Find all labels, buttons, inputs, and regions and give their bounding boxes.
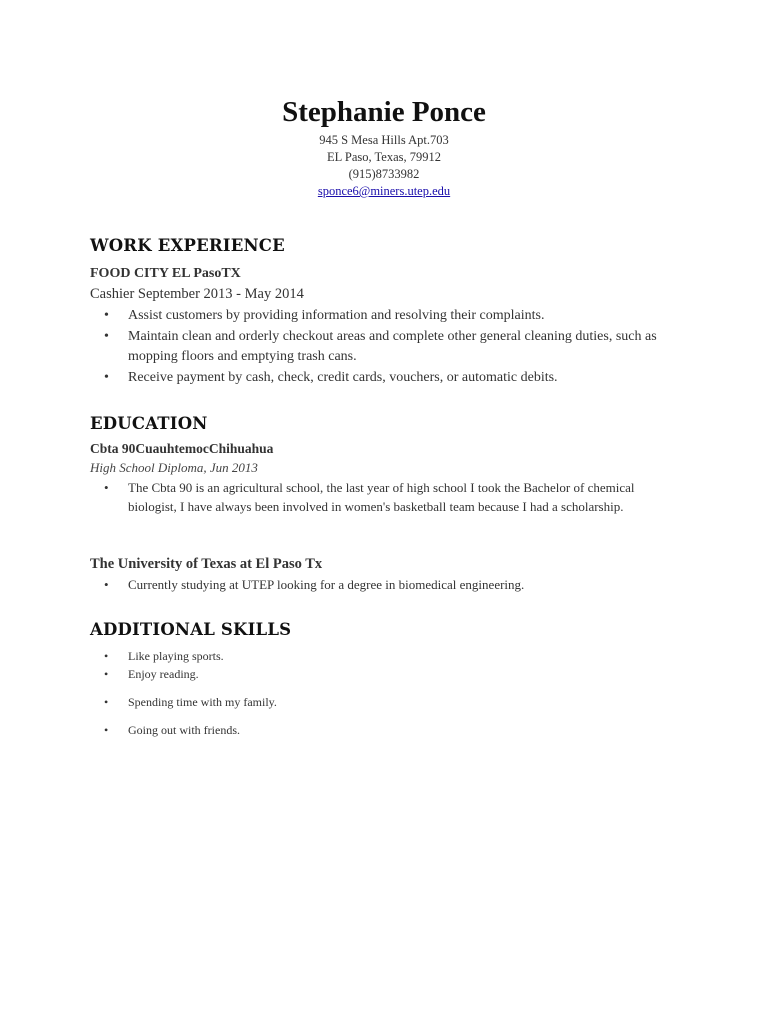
education-heading: EDUCATION	[90, 414, 208, 433]
university-name: The University of Texas at El Paso Tx	[90, 556, 323, 572]
phone-number: (915)8733982	[348, 167, 420, 181]
job-role-dates: Cashier September 2013 - May 2014	[90, 286, 304, 302]
candidate-name: Stephanie Ponce	[282, 96, 486, 128]
university-description-list	[90, 575, 660, 594]
additional-skills-heading: ADDITIONAL SKILLS	[90, 620, 292, 639]
list-item: • Assist customers by providing information and resolving their complaints.	[90, 306, 660, 327]
school-description-list	[90, 478, 660, 516]
skills-list	[90, 647, 660, 739]
degree-line: High School Diploma, Jun 2013	[90, 460, 258, 475]
list-item: • Maintain clean and orderly checkout areas and complete other general cleaning duties, such as mopping floors and emptying trash cans.	[90, 327, 660, 368]
work-duties-list	[90, 306, 660, 388]
list-item: • The Cbta 90 is an agricultural school, the last year of high school I took the Bachelor of chemical biologist, I have always been involved in women's basketball team because I had a scholarship.	[90, 478, 660, 516]
address-line-2: EL Paso, Texas, 79912	[326, 150, 442, 164]
list-item: • Receive payment by cash, check, credit cards, vouchers, or automatic debits.	[90, 368, 660, 389]
employer-name: FOOD CITY EL PasoTX	[90, 266, 241, 281]
list-item: • Like playing sports.	[90, 647, 660, 665]
email-link[interactable]: sponce6@miners.utep.edu	[317, 184, 451, 198]
contact-block	[0, 132, 768, 200]
school-name: Cbta 90CuauhtemocChihuahua	[90, 441, 274, 456]
work-experience-heading: WORK EXPERIENCE	[90, 236, 285, 255]
list-item: • Enjoy reading.	[90, 665, 660, 683]
list-item: • Spending time with my family.	[90, 693, 660, 711]
list-item: • Currently studying at UTEP looking for a degree in biomedical engineering.	[90, 575, 660, 594]
list-item: • Going out with friends.	[90, 721, 660, 739]
resume-header	[0, 94, 768, 200]
address-line-1: 945 S Mesa Hills Apt.703	[319, 133, 449, 147]
